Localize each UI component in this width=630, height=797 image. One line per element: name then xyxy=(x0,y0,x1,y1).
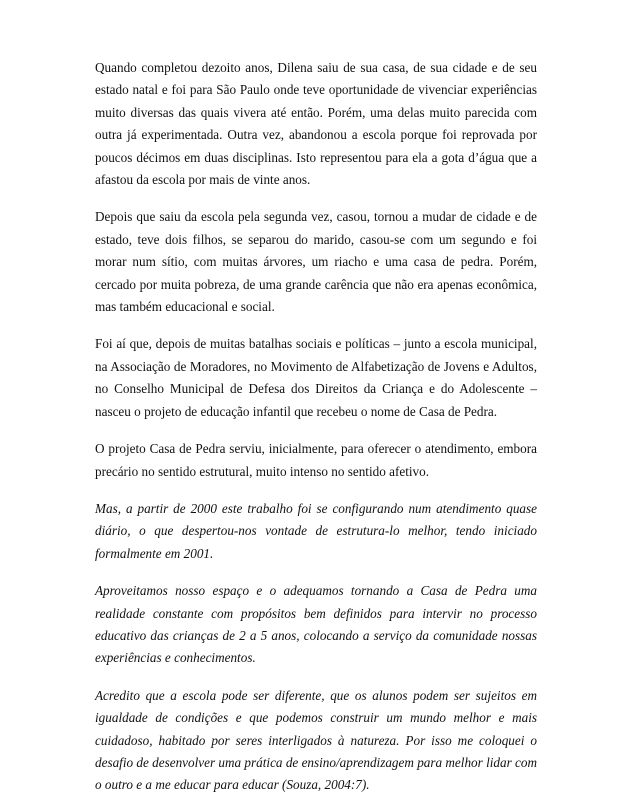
quote-school-different: Acredito que a escola pode ser diferente, que os alunos podem ser sujeitos em igualdade de condições e que podemos construir um mundo melhor e mais cuidadoso, habitado por seres interligados à natureza. Por isso me coloquei o desafio de desenvolver uma prática de ensino/aprendizagem para melhor lidar com o outro e a me educar para educar (Souza, 2004:7). xyxy=(95,687,537,793)
document-page xyxy=(95,57,537,797)
paragraph-leaving-home: Quando completou dezoito anos, Dilena saiu de sua casa, de sua cidade e de seu estado natal e foi para São Paulo onde teve oportunidade de vivenciar experiências muito diversas das quais vivera até então. Porém, uma delas muito parecida com outra já experimentada. Outra vez, abandonou a escola porque foi reprovada por poucos décimos em duas disciplinas. Isto representou para ela a gota d’água que a afastou da escola por mais de vinte anos. xyxy=(95,60,537,188)
paragraph-project-origin: Foi aí que, depois de muitas batalhas sociais e políticas – junto a escola municipal, na Associação de Moradores, no Movimento de Alfabetização de Jovens e Adultos, no Conselho Municipal de Defesa dos Direitos da Criança e do Adolescente – nasceu o projeto de educação infantil que recebeu o nome de Casa de Pedra. xyxy=(95,336,537,419)
paragraph-project-service: O projeto Casa de Pedra serviu, inicialmente, para oferecer o atendimento, embora precário no sentido estrutural, muito intenso no sentido afetivo. xyxy=(95,441,537,479)
paragraph-after-school: Depois que saiu da escola pela segunda vez, casou, tornou a mudar de cidade e de estado, teve dois filhos, se separou do marido, casou-se com um segundo e foi morar num sítio, com muitas árvores, um riacho e uma casa de pedra. Porém, cercado por muita pobreza, de uma grande carência que não era apenas econômica, mas também educacional e social. xyxy=(95,209,537,315)
quote-formal-start: Mas, a partir de 2000 este trabalho foi se configurando num atendimento quase diário, o que despertou-nos vontade de estrutura-lo melhor, tendo iniciado formalmente em 2001. xyxy=(95,500,537,561)
quote-space-adaptation: Aproveitamos nosso espaço e o adequamos tornando a Casa de Pedra uma realidade constante com propósitos bem definidos para intervir no processo educativo das crianças de 2 a 5 anos, colocando a serviço da comunidade nossas experiências e conhecimentos. xyxy=(95,583,537,666)
